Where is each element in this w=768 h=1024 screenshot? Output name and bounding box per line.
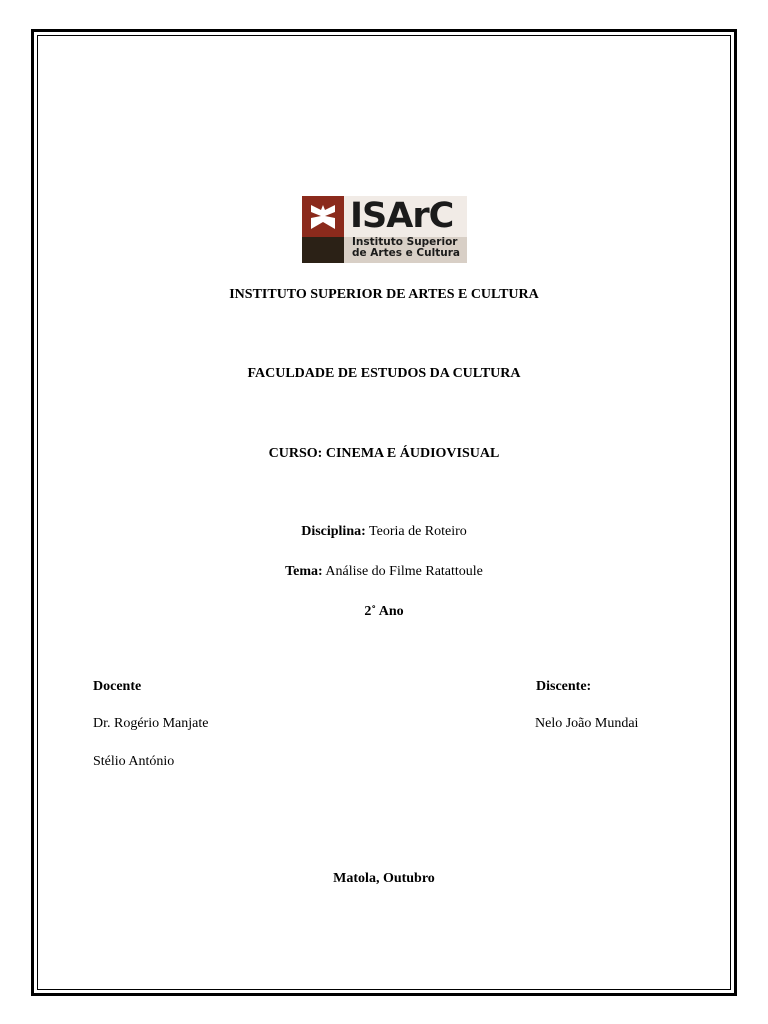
logo-wordmark: ISArC bbox=[350, 196, 454, 236]
teachers-label: Docente bbox=[93, 679, 142, 694]
theme-value: Análise do Filme Ratattoule bbox=[322, 564, 483, 579]
students-label: Discente: bbox=[536, 679, 592, 694]
institute-name: INSTITUTO SUPERIOR DE ARTES E CULTURA bbox=[229, 287, 539, 302]
theme-label: Tema: bbox=[285, 564, 323, 579]
faculty-name: FACULDADE DE ESTUDOS DA CULTURA bbox=[247, 366, 521, 381]
place-date: Matola, Outubro bbox=[333, 871, 435, 886]
teacher-name: Dr. Rogério Manjate bbox=[93, 716, 209, 731]
theme-line bbox=[0, 563, 768, 581]
course-name: CURSO: CINEMA E ÁUDIOVISUAL bbox=[268, 446, 500, 461]
subject-value: Teoria de Roteiro bbox=[365, 524, 467, 539]
subject-label: Disciplina: bbox=[301, 524, 366, 539]
page-border-inner bbox=[37, 35, 731, 990]
academic-year: 2˚ Ano bbox=[364, 604, 404, 619]
subject-line bbox=[0, 523, 768, 541]
student-name: Nelo João Mundai bbox=[535, 716, 639, 731]
logo-subtitle-line1: Instituto Superior bbox=[352, 236, 458, 248]
teacher-name: Stélio António bbox=[93, 754, 175, 769]
isarc-logo bbox=[302, 196, 467, 263]
logo-mark-icon bbox=[302, 196, 344, 263]
logo-subtitle-line2: de Artes e Cultura bbox=[352, 247, 460, 259]
